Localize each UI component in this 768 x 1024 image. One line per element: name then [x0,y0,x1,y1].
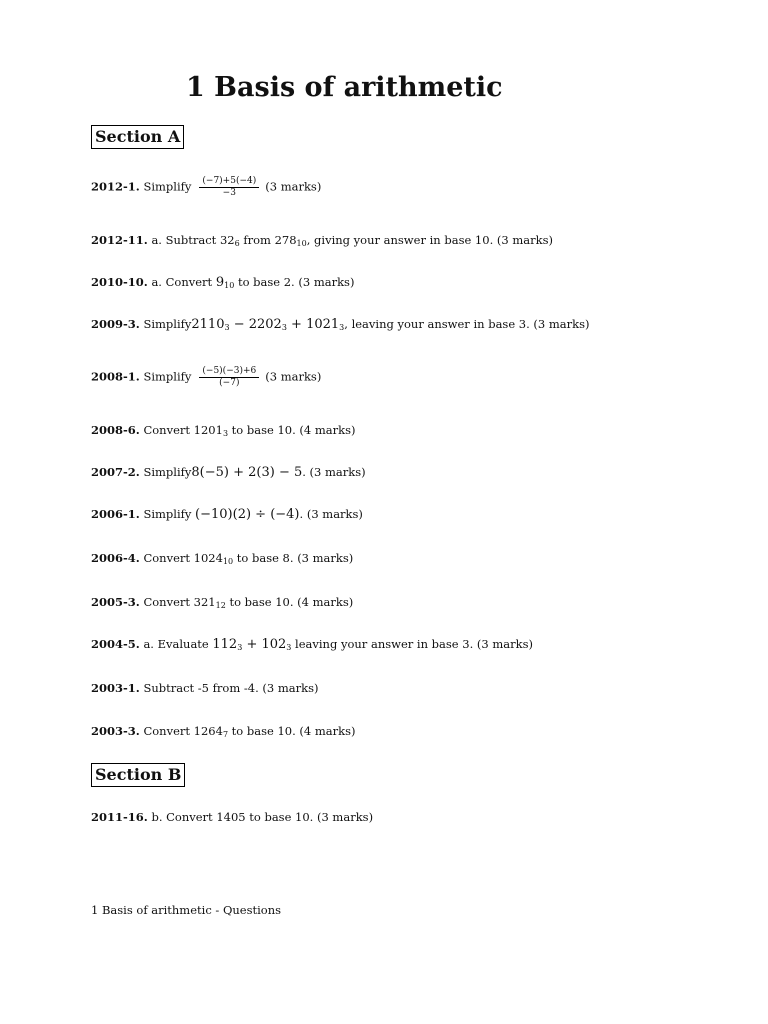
question-2008-1: 2008-1. Simplify $\frac{(-5)(-3)+6}{(-7)}$ (3 marks) [91,366,322,388]
question-number: 2011-16. [91,810,148,824]
question-2012-1: 2012-1. Simplify $\frac{(-7)+5(-4)}{-3}$ (3 marks) [91,176,322,198]
question-number: 2003-3. [91,724,140,738]
question-number: 2008-1. [91,369,140,384]
question-number: 2012-11. [91,233,148,247]
question-number: 2009-3. [91,317,140,331]
question-2005-3: 2005-3. Convert $321_{12}$ to base 10. (4 marks) [91,595,354,610]
question-number: 2003-1. [91,681,140,695]
question-2010-10: 2010-10. a. Convert $9_{10}$ to base 2. (3 marks) [91,275,355,290]
question-2012-11: 2012-11. a. Subtract $32_6$ from $278_{10}$, giving your answer in base 10. (3 marks) [91,233,553,248]
question-number: 2008-6. [91,423,140,437]
question-2011-16: 2011-16. b. Convert 1405 to base 10. (3 marks) [91,810,374,824]
question-2003-1: 2003-1. Subtract -5 from -4. (3 marks) [91,681,319,695]
page-title: 1 Basis of arithmetic [186,72,503,103]
question-number: 2006-1. [91,507,140,521]
question-2009-3: 2009-3. $Simplify2110_3 - 2202_3 + 1021_3$, leaving your answer in base 3. (3 marks) [91,317,590,332]
question-number: 2010-10. [91,275,148,289]
section-b-heading: Section B [91,763,185,787]
question-number: 2007-2. [91,465,140,479]
question-number: 2006-4. [91,551,140,565]
fraction: $\frac{(-5)(-3)+6}{(-7)}$ [199,366,259,389]
section-a-heading: Section A [91,125,184,149]
fraction: $\frac{(-7)+5(-4)}{-3}$ [199,176,259,199]
page-footer: 1 Basis of arithmetic - Questions [91,903,282,917]
question-number: 2005-3. [91,595,140,609]
question-number: 2012-1. [91,179,140,194]
question-2006-4: 2006-4. Convert $1024_{10}$ to base 8. (3 marks) [91,551,354,566]
question-2003-3: 2003-3. Convert $1264_7$ to base 10. (4 marks) [91,724,356,739]
question-2008-6: 2008-6. Convert $1201_3$ to base 10. (4 marks) [91,423,356,438]
question-2004-5: 2004-5. a. Evaluate $112_3 + 102_3$ leaving your answer in base 3. (3 marks) [91,637,533,652]
question-2006-1: 2006-1. Simplify (−10)(2) ÷ (−4). (3 marks) [91,507,363,522]
question-number: 2004-5. [91,637,140,651]
question-2007-2: 2007-2. Simplify8(−5) + 2(3) − 5. (3 marks) [91,465,366,480]
